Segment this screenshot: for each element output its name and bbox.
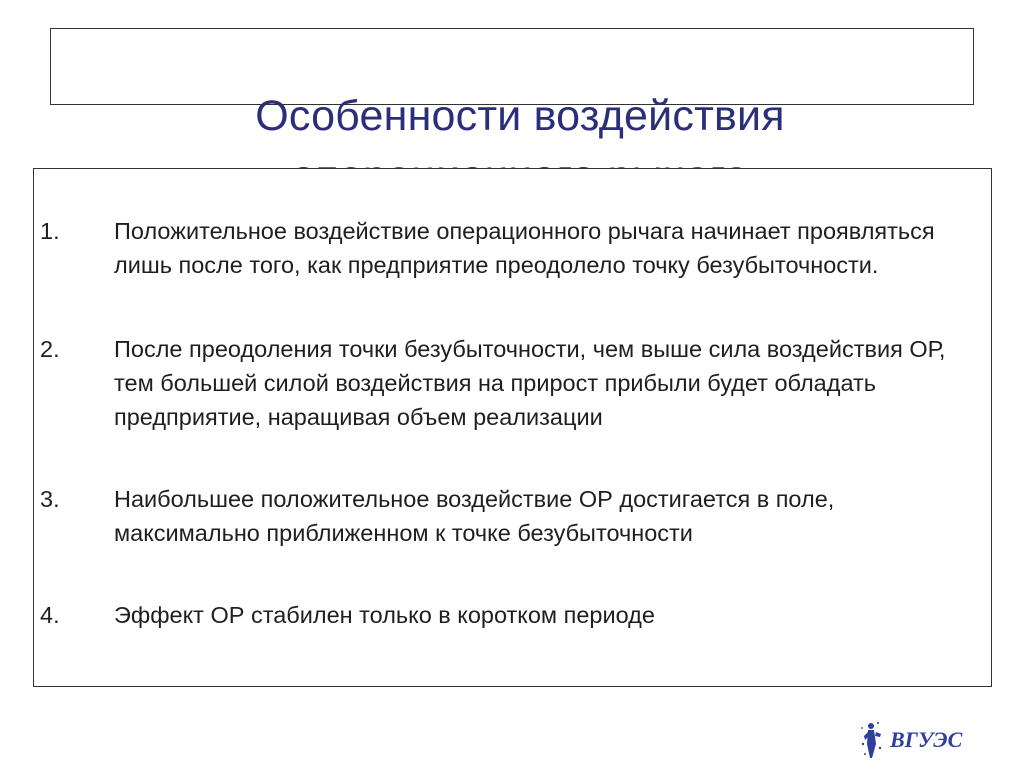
item-number: 3. (40, 486, 60, 512)
item-number: 1. (40, 218, 60, 244)
item-text: Эффект ОР стабилен только в коротком периоде (114, 602, 655, 628)
item-number: 2. (40, 336, 60, 362)
page-title: Особенности воздействия (255, 92, 785, 140)
logo-mark-icon (854, 714, 994, 764)
list-item-3 (40, 482, 985, 550)
item-text: Положительное воздействие операционного рычага начинает проявляться лишь после того, как предприятие преодолело точку безубыточности. (114, 218, 935, 278)
list-item-4 (40, 598, 985, 632)
item-text: После преодоления точки безубыточности, чем выше сила воздействия ОР, тем большей силой воздействия на прирост прибыли будет обладать предприятие, наращивая объем реализации (114, 336, 946, 430)
logo-text: ВГУЭС (890, 727, 963, 752)
university-logo (854, 714, 994, 764)
list-item-1 (40, 214, 985, 282)
features-list (40, 214, 985, 632)
title-area (200, 86, 840, 172)
list-item-2 (40, 332, 985, 434)
item-number: 4. (40, 602, 60, 628)
item-text: Наибольшее положительное воздействие ОР достигается в поле, максимально приближенном к точке безубыточности (114, 486, 835, 546)
